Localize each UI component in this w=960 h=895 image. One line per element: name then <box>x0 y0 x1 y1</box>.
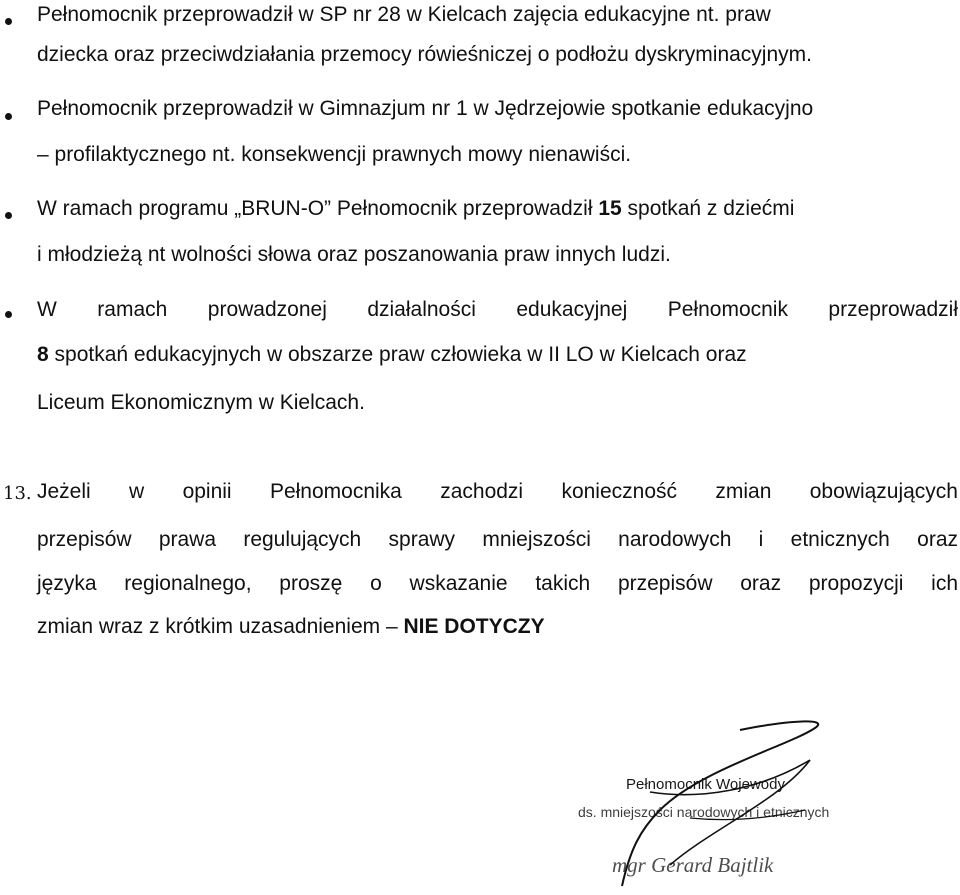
bullet-4-text: spotkań edukacyjnych w obszarze praw człowieka w II LO w Kielcach oraz <box>48 343 747 366</box>
stamp-subtitle: ds. mniejszości narodowych i etnicznych <box>578 804 830 820</box>
bullet-1-line-2: dziecka oraz przeciwdziałania przemocy rówieśniczej o podłożu dyskryminacyjnym. <box>37 43 812 66</box>
bullet-2-line-1: Pełnomocnik przeprowadził w Gimnazjum nr 1 w Jędrzejowie spotkanie edukacyjno <box>37 97 814 120</box>
question-number: 13. <box>3 483 32 504</box>
answer-not-applicable: NIE DOTYCZY <box>403 615 545 638</box>
bullet-1-line-1: Pełnomocnik przeprowadził w SP nr 28 w Kielcach zajęcia edukacyjne nt. praw <box>37 3 771 26</box>
bullet-4-line-1: W ramach prowadzonej działalności edukacyjnej Pełnomocnik przeprowadził <box>37 298 958 321</box>
bullet-dot-icon <box>5 18 12 25</box>
bullet-dot-icon <box>5 311 12 318</box>
bullet-3-count: 15 <box>598 197 622 220</box>
bullet-dot-icon <box>5 212 12 219</box>
question-line-1: Jeżeli w opinii Pełnomocnika zachodzi konieczność zmian obowiązujących <box>37 480 958 503</box>
bullet-3-text-b: spotkań z dziećmi <box>621 197 795 220</box>
signature-stamp <box>560 700 900 890</box>
bullet-2-line-2: – profilaktycznego nt. konsekwencji prawnych mowy nienawiści. <box>37 143 632 166</box>
bullet-3-line-1 <box>37 196 794 222</box>
question-line-3: języka regionalnego, proszę o wskazanie takich przepisów oraz propozycji ich <box>37 572 958 595</box>
bullet-3-line-2: i młodzieżą nt wolności słowa oraz poszanowania praw innych ludzi. <box>37 243 671 266</box>
question-line-4 <box>37 614 545 640</box>
bullet-4-line-2 <box>37 342 747 368</box>
bullet-3-text-a: W ramach programu „BRUN-O” Pełnomocnik przeprowadził <box>37 197 599 220</box>
stamp-name: mgr Gerard Bajtlik <box>612 853 774 877</box>
signature-icon <box>560 700 900 890</box>
bullet-4-count: 8 <box>37 343 49 366</box>
question-last-text: zmian wraz z krótkim uzasadnieniem – <box>37 615 404 638</box>
bullet-4-line-3: Liceum Ekonomicznym w Kielcach. <box>37 391 365 414</box>
bullet-dot-icon <box>5 113 12 120</box>
stamp-title: Pełnomocnik Wojewody <box>626 776 785 793</box>
question-line-2: przepisów prawa regulujących sprawy mniejszości narodowych i etnicznych oraz <box>37 528 958 551</box>
